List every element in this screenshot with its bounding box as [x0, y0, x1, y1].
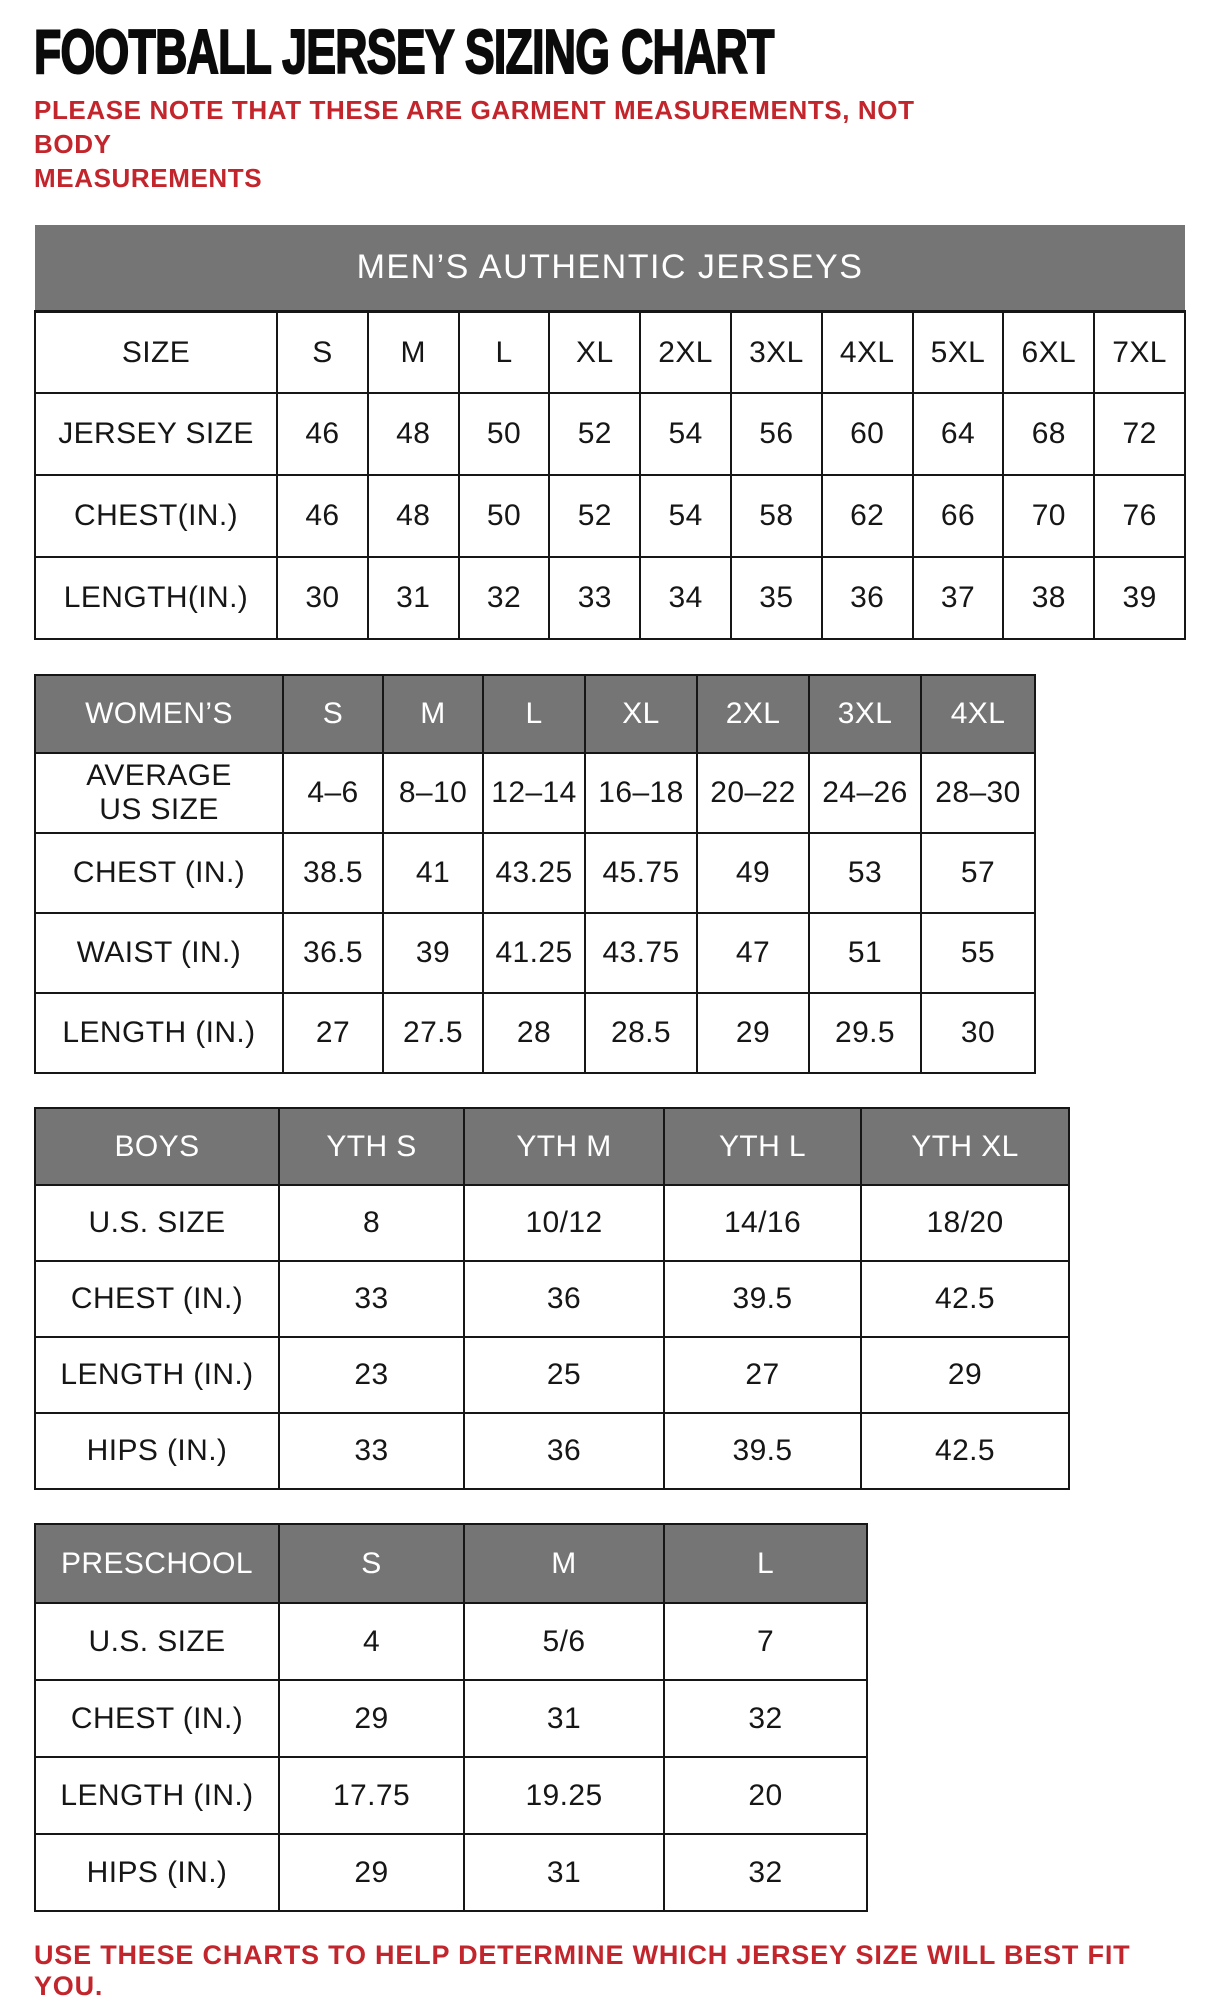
boys-hips-row [35, 1413, 1069, 1489]
row-label: HIPS (IN.) [35, 1413, 279, 1489]
table-cell: 20 [664, 1757, 867, 1834]
row-label: LENGTH (IN.) [35, 1337, 279, 1413]
row-label: LENGTH(IN.) [35, 557, 277, 639]
table-cell: 30 [277, 557, 368, 639]
table-cell: 37 [913, 557, 1004, 639]
table-cell: 28–30 [921, 753, 1035, 833]
table-cell: 29.5 [809, 993, 921, 1073]
row-label [35, 753, 283, 833]
column-header: S [283, 675, 383, 753]
mens-authentic-jerseys-table [34, 225, 1186, 640]
preschool-us-size-row [35, 1603, 867, 1680]
table-cell: 7 [664, 1603, 867, 1680]
table-cell: 2XL [640, 311, 731, 393]
table-cell: 29 [697, 993, 809, 1073]
table-cell: 38.5 [283, 833, 383, 913]
table-cell: 42.5 [861, 1261, 1069, 1337]
preschool-header-row [35, 1524, 867, 1603]
mens-chest-row [35, 475, 1185, 557]
table-cell: 46 [277, 475, 368, 557]
row-label-line-1: AVERAGE [86, 758, 232, 792]
boys-length-row [35, 1337, 1069, 1413]
row-label: JERSEY SIZE [35, 393, 277, 475]
mens-jersey-size-row [35, 393, 1185, 475]
table-cell: 34 [640, 557, 731, 639]
garment-measurement-note [34, 94, 934, 195]
table-cell: 31 [464, 1680, 664, 1757]
row-label: U.S. SIZE [35, 1603, 279, 1680]
table-cell: 17.75 [279, 1757, 464, 1834]
womens-length-row [35, 993, 1035, 1073]
column-header: 2XL [697, 675, 809, 753]
table-cell: 32 [664, 1680, 867, 1757]
womens-us-size-row [35, 753, 1035, 833]
table-cell: 32 [459, 557, 550, 639]
column-header: L [483, 675, 585, 753]
table-cell: 36.5 [283, 913, 383, 993]
table-cell: 5XL [913, 311, 1004, 393]
table-cell: 66 [913, 475, 1004, 557]
table-cell: 27 [664, 1337, 861, 1413]
table-cell: 18/20 [861, 1185, 1069, 1261]
table-cell: 28 [483, 993, 585, 1073]
table-cell: 70 [1003, 475, 1094, 557]
row-label: WAIST (IN.) [35, 913, 283, 993]
table-cell: 41 [383, 833, 483, 913]
table-cell: 28.5 [585, 993, 697, 1073]
table-cell: 36 [464, 1413, 664, 1489]
boys-chest-row [35, 1261, 1069, 1337]
table-cell: XL [549, 311, 640, 393]
table-cell: 33 [279, 1261, 464, 1337]
table-cell: 55 [921, 913, 1035, 993]
table-cell: M [368, 311, 459, 393]
preschool-length-row [35, 1757, 867, 1834]
column-header: YTH XL [861, 1108, 1069, 1185]
table-cell: 64 [913, 393, 1004, 475]
row-label: LENGTH (IN.) [35, 993, 283, 1073]
table-cell: 33 [279, 1413, 464, 1489]
column-header: M [464, 1524, 664, 1603]
note-line-1: PLEASE NOTE THAT THESE ARE GARMENT MEASUREMENTS, NOT BODY [34, 95, 915, 159]
table-cell: 56 [731, 393, 822, 475]
table-cell: 27.5 [383, 993, 483, 1073]
table-cell: 31 [464, 1834, 664, 1911]
table-cell: 10/12 [464, 1185, 664, 1261]
table-cell: 27 [283, 993, 383, 1073]
table-cell: 19.25 [464, 1757, 664, 1834]
preschool-header-label: PRESCHOOL [35, 1524, 279, 1603]
column-header: 3XL [809, 675, 921, 753]
table-cell: 36 [464, 1261, 664, 1337]
table-cell: 46 [277, 393, 368, 475]
table-cell: 16–18 [585, 753, 697, 833]
row-label: CHEST (IN.) [35, 1261, 279, 1337]
row-label: CHEST (IN.) [35, 1680, 279, 1757]
table-cell: 31 [368, 557, 459, 639]
table-cell: 12–14 [483, 753, 585, 833]
table-cell: 52 [549, 393, 640, 475]
table-cell: 43.25 [483, 833, 585, 913]
column-header: L [664, 1524, 867, 1603]
table-cell: 52 [549, 475, 640, 557]
note-line-2: MEASUREMENTS [34, 162, 263, 193]
womens-header-label: WOMEN’S [35, 675, 283, 753]
table-cell: 49 [697, 833, 809, 913]
column-header: YTH L [664, 1108, 861, 1185]
table-cell: 23 [279, 1337, 464, 1413]
table-cell: 50 [459, 393, 550, 475]
column-header: YTH M [464, 1108, 664, 1185]
row-label: CHEST(IN.) [35, 475, 277, 557]
table-cell: 39 [383, 913, 483, 993]
row-label: U.S. SIZE [35, 1185, 279, 1261]
table-cell: 41.25 [483, 913, 585, 993]
table-cell: 3XL [731, 311, 822, 393]
table-cell: 8–10 [383, 753, 483, 833]
row-label: LENGTH (IN.) [35, 1757, 279, 1834]
footer-note: USE THESE CHARTS TO HELP DETERMINE WHICH JERSEY SIZE WILL BEST FIT YOU. [34, 1940, 1131, 2002]
table-cell: 47 [697, 913, 809, 993]
table-cell: 5/6 [464, 1603, 664, 1680]
table-cell: 42.5 [861, 1413, 1069, 1489]
column-header: 4XL [921, 675, 1035, 753]
row-label: SIZE [35, 311, 277, 393]
table-cell: 53 [809, 833, 921, 913]
mens-size-row [35, 311, 1185, 393]
page-title: FOOTBALL JERSEY SIZING CHART [34, 18, 774, 87]
table-cell: 24–26 [809, 753, 921, 833]
boys-table [34, 1107, 1070, 1490]
womens-waist-row [35, 913, 1035, 993]
table-cell: 35 [731, 557, 822, 639]
table-cell: L [459, 311, 550, 393]
mens-length-row [35, 557, 1185, 639]
table-cell: 39.5 [664, 1413, 861, 1489]
table-cell: 62 [822, 475, 913, 557]
table-cell: 60 [822, 393, 913, 475]
boys-header-label: BOYS [35, 1108, 279, 1185]
table-cell: 68 [1003, 393, 1094, 475]
column-header: M [383, 675, 483, 753]
row-label: HIPS (IN.) [35, 1834, 279, 1911]
table-cell: 51 [809, 913, 921, 993]
table-cell: 29 [861, 1337, 1069, 1413]
mens-banner-row [35, 225, 1185, 311]
table-cell: 8 [279, 1185, 464, 1261]
table-cell: 7XL [1094, 311, 1185, 393]
column-header: XL [585, 675, 697, 753]
table-cell: 14/16 [664, 1185, 861, 1261]
table-cell: 36 [822, 557, 913, 639]
table-cell: S [277, 311, 368, 393]
column-header: YTH S [279, 1108, 464, 1185]
preschool-hips-row [35, 1834, 867, 1911]
table-cell: 4–6 [283, 753, 383, 833]
table-cell: 33 [549, 557, 640, 639]
table-cell: 54 [640, 475, 731, 557]
table-cell: 58 [731, 475, 822, 557]
table-cell: 29 [279, 1834, 464, 1911]
mens-table-banner: MEN’S AUTHENTIC JERSEYS [35, 225, 1185, 311]
table-cell: 48 [368, 475, 459, 557]
table-cell: 39 [1094, 557, 1185, 639]
preschool-chest-row [35, 1680, 867, 1757]
table-cell: 30 [921, 993, 1035, 1073]
table-cell: 4XL [822, 311, 913, 393]
table-cell: 39.5 [664, 1261, 861, 1337]
table-cell: 54 [640, 393, 731, 475]
row-label-line-2: US SIZE [99, 793, 219, 827]
row-label: CHEST (IN.) [35, 833, 283, 913]
preschool-table [34, 1523, 868, 1912]
table-cell: 72 [1094, 393, 1185, 475]
table-cell: 45.75 [585, 833, 697, 913]
table-cell: 4 [279, 1603, 464, 1680]
womens-header-row [35, 675, 1035, 753]
table-cell: 50 [459, 475, 550, 557]
table-cell: 38 [1003, 557, 1094, 639]
table-cell: 43.75 [585, 913, 697, 993]
womens-table [34, 674, 1036, 1074]
table-cell: 32 [664, 1834, 867, 1911]
table-cell: 25 [464, 1337, 664, 1413]
table-cell: 48 [368, 393, 459, 475]
table-cell: 76 [1094, 475, 1185, 557]
table-cell: 57 [921, 833, 1035, 913]
womens-chest-row [35, 833, 1035, 913]
column-header: S [279, 1524, 464, 1603]
boys-us-size-row [35, 1185, 1069, 1261]
table-cell: 29 [279, 1680, 464, 1757]
boys-header-row [35, 1108, 1069, 1185]
table-cell: 6XL [1003, 311, 1094, 393]
table-cell: 20–22 [697, 753, 809, 833]
